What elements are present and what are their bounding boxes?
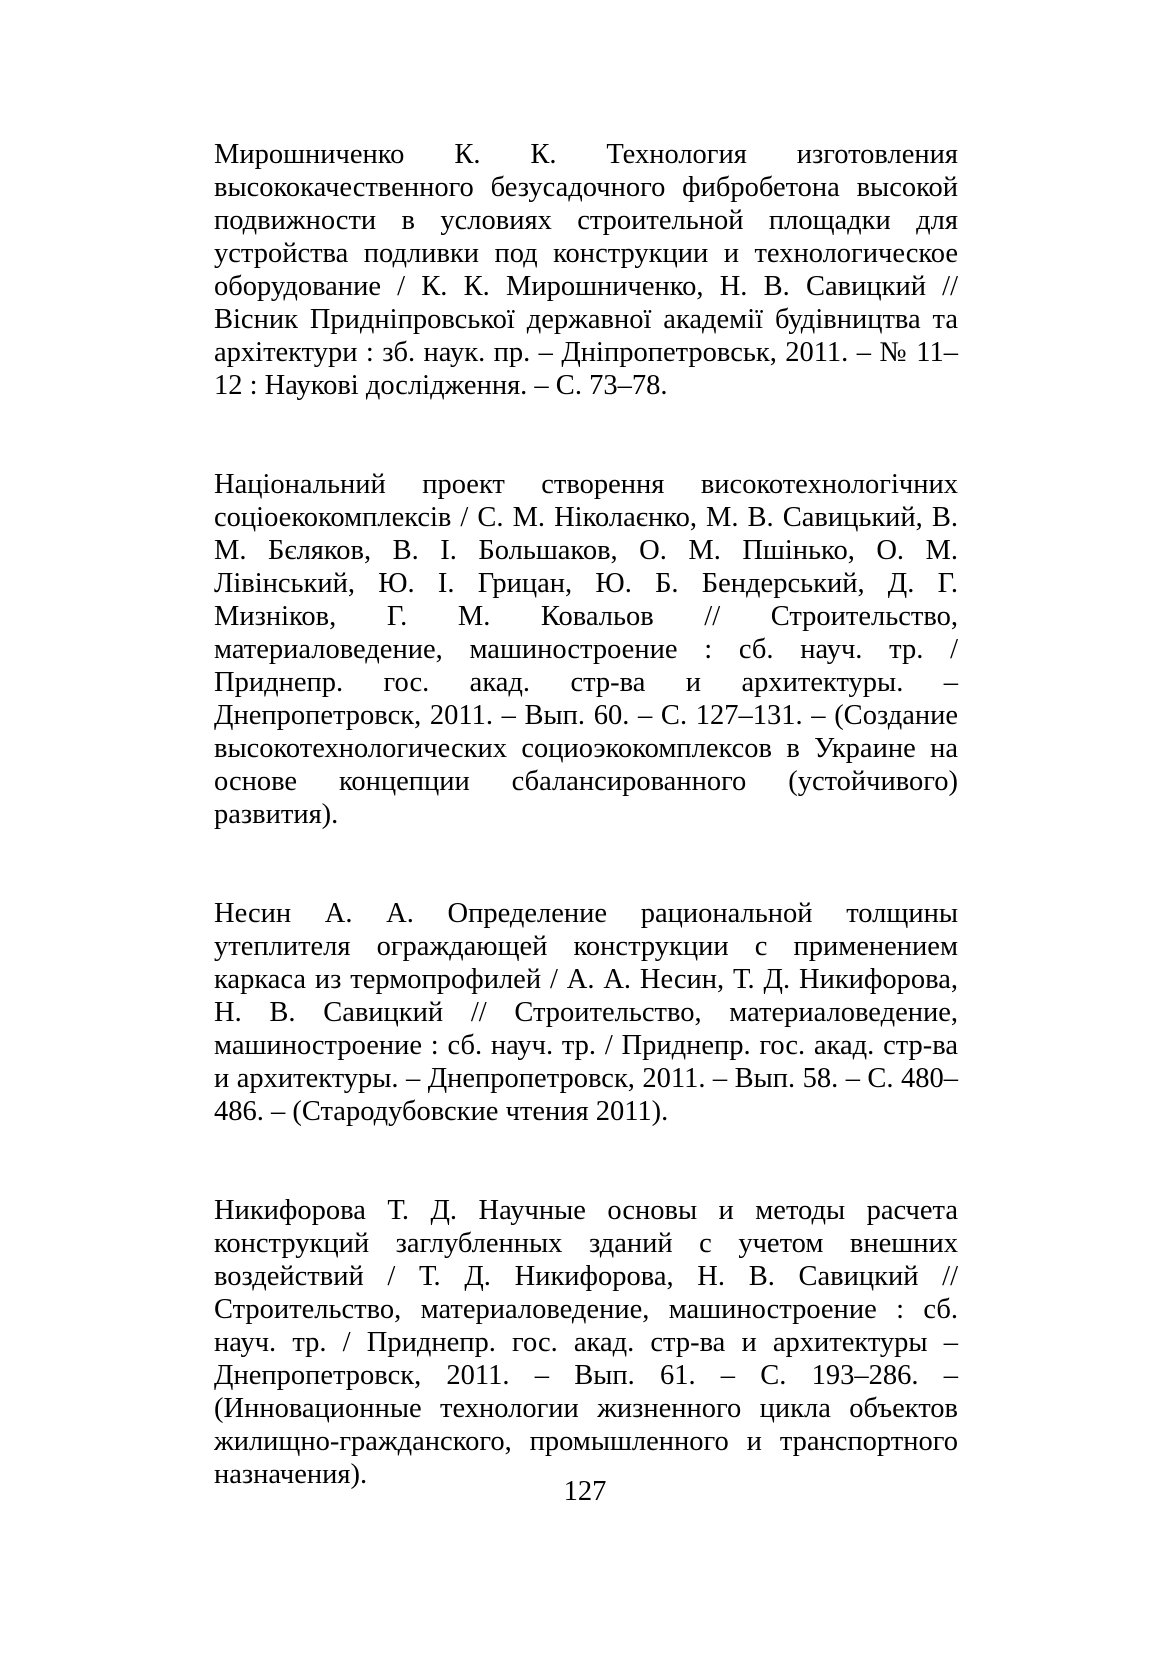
reference-entry: Національний проект створення високотехнологічних соціоекокомплексів / С. М. Ніколаєнко, М. В. Савицький, В. М. Бєляков, В. І. Большаков, О. М. Пшінько, О. М. Лівінський, Ю. І. Грицан, Ю. Б. Бендерський, Д. Г. Мизніков, Г. М. Ковальов // Строительство, материаловедение, машиностроение : сб. науч. тр. / Приднепр. гос. акад. стр-ва и архитектуры. – Днепропетровск, 2011. – Вып. 60. – С. 127–131. – (Создание высокотехнологических социоэкокомплексов в Украине на основе концепции сбалансированного (устойчивого) развития).	[214, 469, 958, 830]
reference-entry: Мирошниченко К. К. Технология изготовления высококачественного безусадочного фибробетона высокой подвижности в условиях строительной площадки для устройства подливки под конструкции и технологическое оборудование / К. К. Мирошниченко, Н. В. Савицкий // Вісник Придніпровської державної академії будівництва та архітектури : зб. наук. пр. – Дніпропетровськ, 2011. – № 11–12 : Наукові дослідження. – С. 73–78.	[214, 139, 958, 401]
page-number: 127	[563, 1476, 607, 1507]
reference-entry: Никифорова Т. Д. Научные основы и методы расчета конструкций заглубленных зданий с учетом внешних воздействий / Т. Д. Никифорова, Н. В. Савицкий // Строительство, материаловедение, машиностроение : сб. науч. тр. / Приднепр. гос. акад. стр-ва и архитектуры – Днепропетровск, 2011. – Вып. 61. – С. 193–286. – (Инновационные технологии жизненного цикла объектов жилищно-гражданского, промышленного и транспортного назначения).	[214, 1195, 958, 1490]
reference-entry: Несин А. А. Определение рациональной толщины утеплителя ограждающей конструкции с применением каркаса из термопрофилей / А. А. Несин, Т. Д. Никифорова, Н. В. Савицкий // Строительство, материаловедение, машиностроение : сб. науч. тр. / Приднепр. гос. акад. стр-ва и архитектуры. – Днепропетровск, 2011. – Вып. 58. – С. 480–486. – (Стародубовские чтения 2011).	[214, 898, 958, 1127]
reference-list	[214, 138, 958, 1491]
